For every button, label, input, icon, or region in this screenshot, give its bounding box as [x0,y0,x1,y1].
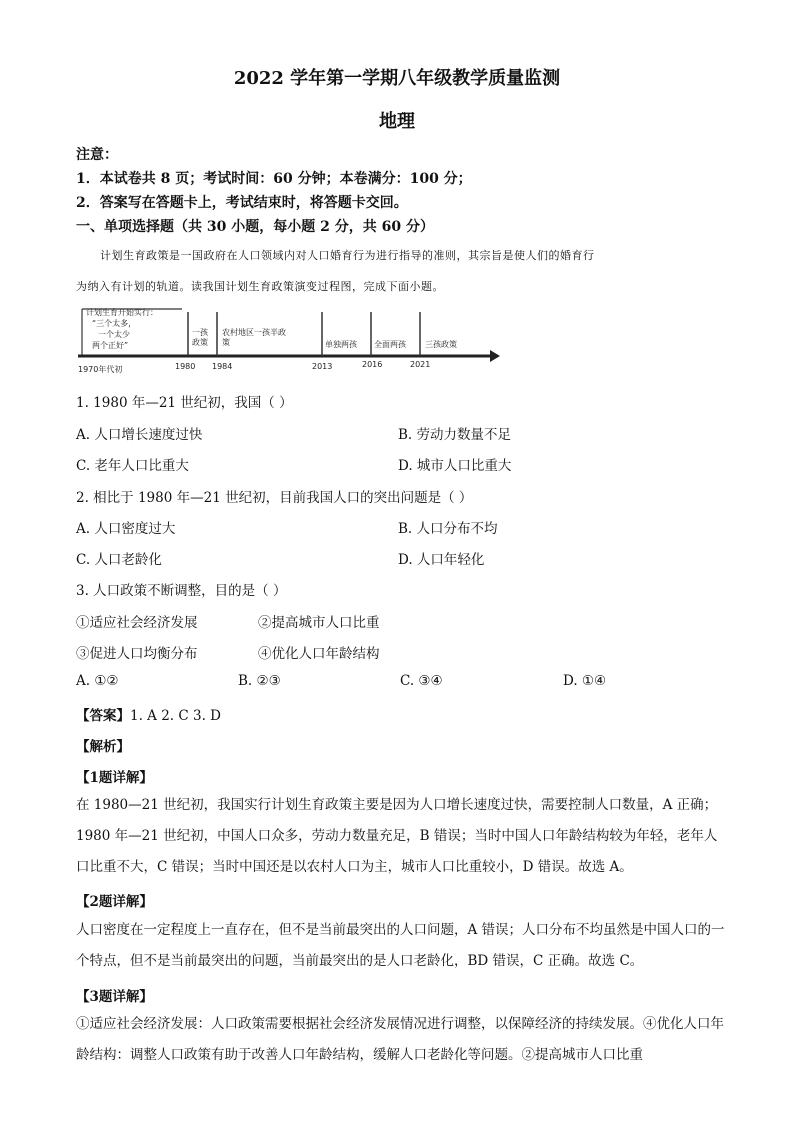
question-3-item-1: ①适应社会经济发展 [76,615,198,631]
timeline-year-start: 1970年代初 [78,365,123,374]
timeline-stage-universal-two: 全面两孩 [374,340,406,349]
timeline-year-2013: 2013 [312,362,333,371]
timeline-year-1984: 1984 [212,362,233,371]
timeline-stage-rural: 农村地区一孩半政策 [222,328,286,347]
question-3-item-2: ②提高城市人口比重 [258,615,380,631]
question-3-item-4: ④优化人口年龄结构 [258,646,380,662]
analysis-q3-tag: 【3题详解】 [76,989,153,1005]
answer-tag: 【答案】 [76,708,130,724]
timeline-year-2021: 2021 [410,360,431,369]
question-1-option-c: C. 老年人口比重大 [76,458,189,474]
question-2-stem: 2. 相比于 1980 年—21 世纪初，目前我国人口的突出问题是（ ） [76,490,473,506]
question-3-option-a: A. ①② [76,673,119,689]
question-3-option-b: B. ②③ [238,673,281,689]
timeline-year-2016: 2016 [362,360,383,369]
question-1-option-d: D. 城市人口比重大 [398,458,512,474]
question-1-option-b: B. 劳动力数量不足 [398,427,512,443]
timeline-start-label: 计划生育开始实行： [86,308,158,317]
analysis-tag: 【解析】 [76,739,130,755]
subject-title: 地理 [379,111,415,132]
question-3-option-d: D. ①④ [563,673,607,689]
question-3-stem: 3. 人口政策不断调整，目的是（ ） [76,583,287,599]
question-3-option-c: C. ③④ [400,673,443,689]
analysis-q1-tag: 【1题详解】 [76,770,153,786]
timeline-start-line-1: “三个太多， [92,319,137,328]
question-2-option-b: B. 人口分布不均 [398,521,498,537]
policy-timeline-figure [78,306,500,376]
timeline-stage-three-child: 三孩政策 [425,340,457,349]
notes-heading: 注意： [76,147,118,163]
intro-line-1: 计划生育政策是一国政府在人口领域内对人口婚育行为进行指导的准则，其宗旨是使人们的婚育行 [100,249,595,262]
timeline-start-line-2: 一个太少 [98,330,130,339]
question-3-item-3: ③促进人口均衡分布 [76,646,198,662]
analysis-q2-tag: 【2题详解】 [76,894,153,910]
analysis-q1-text: 在 1980—21 世纪初，我国实行计划生育政策主要是因为人口增长速度过快，需要控制人口数量，A 正确；1980 年—21 世纪初，中国人口众多，劳动力数量充足，B 错误；当时中国人口年龄结构较为年轻，老年人口比重不大，C 错误；当时中国还是以农村人口为主，城市人口比重较小，D 错误。故选 A。 [76,797,718,875]
note-item-1: 1．本试卷共 8 页；考试时间：60 分钟；本卷满分：100 分； [76,171,472,187]
question-2-option-d: D. 人口年轻化 [398,552,485,568]
analysis-q3-text: ①适应社会经济发展：人口政策需要根据社会经济发展情况进行调整，以保障经济的持续发展。④优化人口年龄结构：调整人口政策有助于改善人口年龄结构，缓解人口老龄化等问题。②提高城市人口比重 [76,1016,724,1063]
note-item-2: 2．答案写在答题卡上，考试结束时，将答题卡交回。 [76,195,408,211]
timeline-stage-single-two: 单独两孩 [325,340,357,349]
question-2-option-c: C. 人口老龄化 [76,552,162,568]
answer-text: 1. A 2. C 3. D [130,708,221,724]
section-heading: 一、单项选择题（共 30 小题，每小题 2 分，共 60 分） [76,219,434,235]
question-2-option-a: A. 人口密度过大 [76,521,176,537]
question-1-option-a: A. 人口增长速度过快 [76,427,203,443]
analysis-q2-text: 人口密度在一定程度上一直存在，但不是当前最突出的人口问题，A 错误；人口分布不均虽然是中国人口的一个特点，但不是当前最突出的问题，当前最突出的是人口老龄化，BD 错误，C 正确。故选 C。 [76,922,725,969]
timeline-stage-one-child: 一孩政策 [192,328,208,347]
intro-line-2: 为纳入有计划的轨道。读我国计划生育政策演变过程图，完成下面小题。 [76,280,444,293]
question-1-stem: 1. 1980 年—21 世纪初，我国（ ） [76,395,293,411]
exam-title: 2022 学年第一学期八年级教学质量监测 [233,68,561,89]
answer-line [76,704,221,724]
timeline-arrow-icon [490,350,500,362]
timeline-year-1980: 1980 [175,362,196,371]
timeline-start-line-3: 两个正好” [92,341,129,350]
